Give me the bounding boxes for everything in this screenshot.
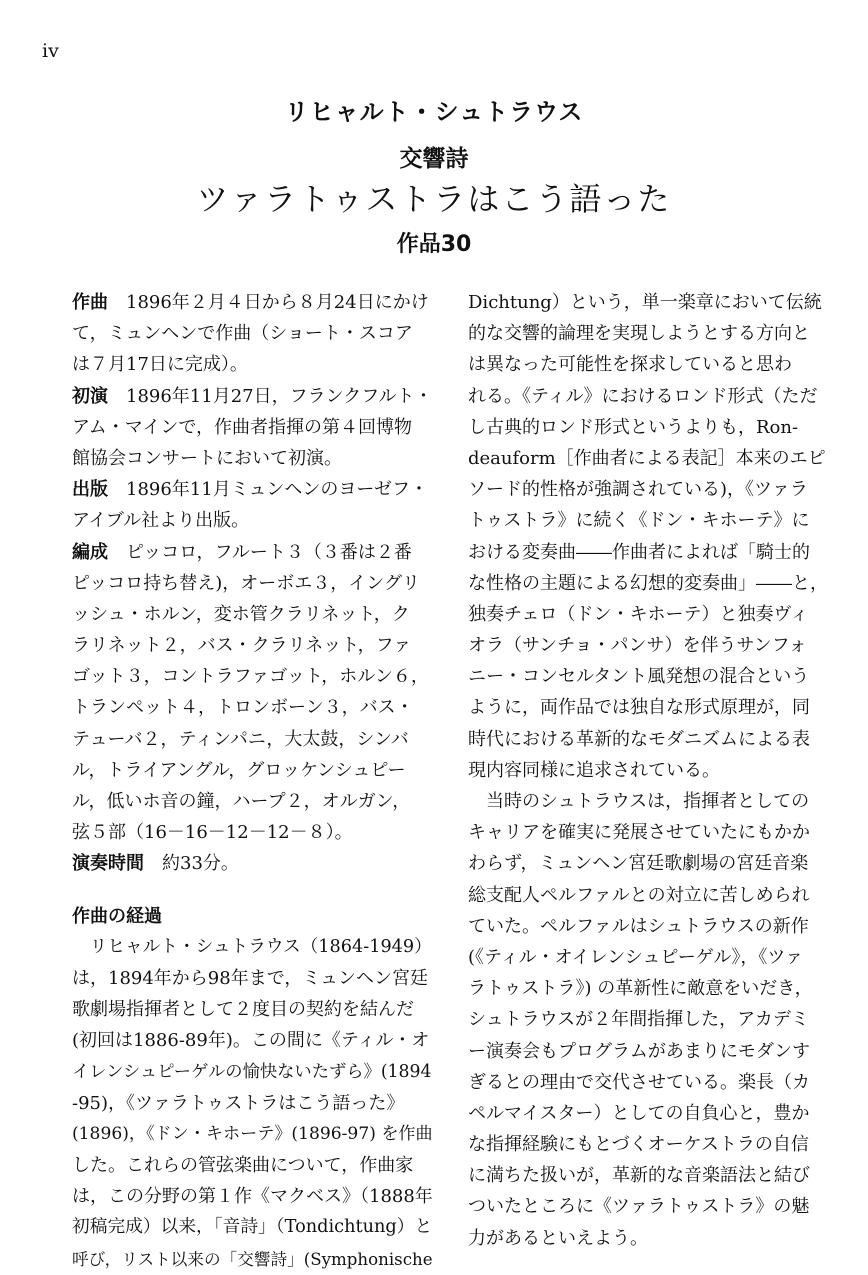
- body-line: (初回は1886-89年)。この間に《ティル・オ: [72, 1030, 430, 1052]
- body-line: 総支配人ペルファルとの対立に苦しめられ: [468, 884, 810, 906]
- info-line: [72, 349, 436, 380]
- info-line: [72, 630, 436, 661]
- info-line: [72, 474, 436, 505]
- body-line: 時代における革新的なモダニズムによる表: [468, 728, 810, 750]
- info-text: アム・マインで，作曲者指揮の第４回博物: [72, 416, 413, 438]
- info-label: 初演: [72, 385, 108, 407]
- body-line: 呼び，リスト以来の「交響詩」(Symphonische: [72, 1249, 433, 1269]
- info-line: [72, 568, 436, 599]
- body-line: ように，両作品では独自な形式原理が，同: [468, 697, 810, 719]
- info-line: [72, 599, 436, 630]
- info-text: アイブル社より出版。: [72, 510, 250, 532]
- info-line: [72, 287, 436, 318]
- info-label: 作曲: [72, 292, 108, 313]
- info-text: ル，低いホ音の鐘，ハープ２，オルガン，: [72, 791, 411, 812]
- info-label: 出版: [72, 479, 108, 501]
- opus-number: 作品30: [396, 232, 472, 257]
- body-line: オラ（サンチョ・パンサ）を伴うサンフォ: [468, 635, 807, 657]
- body-line: れる。《ティル》におけるロンド形式（ただ: [468, 385, 818, 407]
- right-column: [468, 287, 834, 1254]
- body-line: 初稿完成）以来，「音詩」（Tondichtung）と: [72, 1217, 433, 1238]
- info-line: [72, 443, 436, 474]
- page-number: iv: [42, 40, 59, 62]
- body-line: 的な交響的論理を実現しようとする方向と: [468, 323, 810, 345]
- info-text: ラリネット２，バス・クラリネット，ファ: [72, 635, 412, 657]
- body-line: Dichtung）という，単一楽章において伝統: [468, 292, 822, 313]
- info-line: [72, 505, 436, 536]
- body-line: ていた。ペルファルはシュトラウスの新作: [468, 915, 809, 937]
- work-title: ツァラトゥストラはこう語った: [196, 180, 672, 218]
- body-line: イレンシュピーゲルの愉快ないたずら》(1894: [72, 1061, 432, 1082]
- info-text: ゴット３，コントラファゴット，ホルン６，: [72, 666, 429, 688]
- info-text: て，ミュンヘンで作曲（ショート・スコア: [72, 323, 413, 345]
- body-line: ニー・コンセルタント風発想の混合という: [468, 666, 810, 688]
- info-text: ッシュ・ホルン，変ホ管クラリネット，ク: [72, 603, 410, 625]
- info-line: [72, 661, 436, 692]
- body-line: ー演奏会もプログラムがあまりにモダンす: [468, 1040, 810, 1062]
- body-line: ぎるとの理由で交代させている。楽長（カ: [468, 1071, 810, 1093]
- body-line: (1896)，《ドン・キホーテ》(1896-97) を作曲: [72, 1123, 433, 1144]
- info-text: テューバ２，ティンパニ，大太鼓，シンバ: [72, 728, 409, 750]
- body-line: は，この分野の第１作《マクベス》（1888年: [72, 1186, 433, 1208]
- body-line: な指揮経験にもとづくオーケストラの自信: [468, 1134, 809, 1156]
- body-line: キャリアを確実に発展させていたにもかか: [468, 822, 810, 844]
- body-line: -95)，《ツァラトゥストラはこう語った》: [72, 1092, 405, 1114]
- body-line: 力があるといえよう。: [468, 1227, 648, 1249]
- body-line: トゥストラ》に続く《ドン・キホーテ》に: [468, 510, 810, 532]
- info-text: 1896年11月ミュンヘンのヨーゼフ・: [126, 479, 428, 501]
- body-line: は異なった可能性を探求していると思わ: [468, 354, 792, 376]
- body-line: わらず，ミュンヘン宮廷歌劇場の宮廷音楽: [468, 853, 809, 875]
- info-line: [72, 755, 436, 786]
- info-line: [72, 786, 436, 817]
- info-text: ル，トライアングル，グロッケンシュピー: [72, 759, 406, 781]
- genre-label: 交響詩: [399, 146, 469, 172]
- body-line: 当時のシュトラウスは，指揮者としての: [468, 791, 810, 812]
- info-line: [72, 412, 436, 443]
- info-line: [72, 817, 436, 848]
- body-line: し古典的ロンド形式というよりも，Ron-: [468, 416, 799, 438]
- body-line: ラトゥストラ》) の革新性に敵意をいだき，: [468, 978, 813, 1000]
- body-line: に満ちた扱いが，革新的な音楽語法と結び: [468, 1165, 810, 1187]
- info-text: 1896年２月４日から８月24日にかけ: [126, 292, 429, 313]
- body-line: ソード的性格が強調されている)，《ツァラ: [468, 479, 808, 501]
- info-line: [72, 692, 436, 723]
- section-heading: 作曲の経過: [72, 905, 162, 927]
- body-line: シュトラウスが２年間指揮した，アカデミ: [468, 1009, 809, 1031]
- body-line: おける変奏曲――作曲者によれば「騎士的: [468, 541, 810, 563]
- info-line: [72, 848, 436, 879]
- info-block: [72, 287, 436, 880]
- body-line: 現内容同様に追求されている。: [468, 759, 720, 781]
- body-line: 歌劇場指揮者として２度目の契約を結んだ: [72, 999, 414, 1021]
- info-line: [72, 537, 436, 568]
- body-line: (《ティル・オイレンシュピーゲル》，《ツァ: [468, 946, 804, 968]
- body-line: ついたところに《ツァラトゥストラ》の魅: [468, 1196, 810, 1218]
- info-label: 編成: [72, 541, 108, 563]
- info-text: ピッコロ持ち替え)，オーボエ３，イングリ: [72, 572, 420, 594]
- body-line: な性格の主題による幻想的変奏曲」――と，: [468, 572, 828, 594]
- body-line: ペルマイスター）としての自負心と，豊か: [468, 1102, 810, 1124]
- info-text: ピッコロ，フルート３（３番は２番: [126, 541, 412, 563]
- info-text: 約33分。: [162, 853, 239, 875]
- info-line: [72, 381, 436, 412]
- body-line: リヒャルト・シュトラウス（1864-1949）: [72, 936, 432, 957]
- body-line: 独奏チェロ（ドン・キホーテ）と独奏ヴィ: [468, 603, 809, 625]
- composer-name: リヒャルト・シュトラウス: [284, 98, 584, 126]
- info-line: [72, 724, 436, 755]
- info-text: 弦５部（16－16－12－12－８）。: [72, 822, 353, 844]
- body-line: は，1894年から98年まで，ミュンヘン宮廷: [72, 967, 428, 989]
- info-text: 1896年11月27日，フランクフルト・: [126, 385, 433, 407]
- info-text: 館協会コンサートにおいて初演。: [72, 447, 342, 469]
- info-label: 演奏時間: [72, 853, 144, 875]
- left-column: [72, 287, 436, 1275]
- left-body-text: [72, 932, 436, 1275]
- body-line: deauform［作曲者による表記］本来のエピ: [468, 447, 826, 469]
- info-text: は７月17日に完成）。: [72, 354, 248, 376]
- info-line: [72, 318, 436, 349]
- info-text: トランペット４，トロンボーン３，バス・: [72, 697, 414, 719]
- body-line: した。これらの管弦楽曲について，作曲家: [72, 1155, 414, 1177]
